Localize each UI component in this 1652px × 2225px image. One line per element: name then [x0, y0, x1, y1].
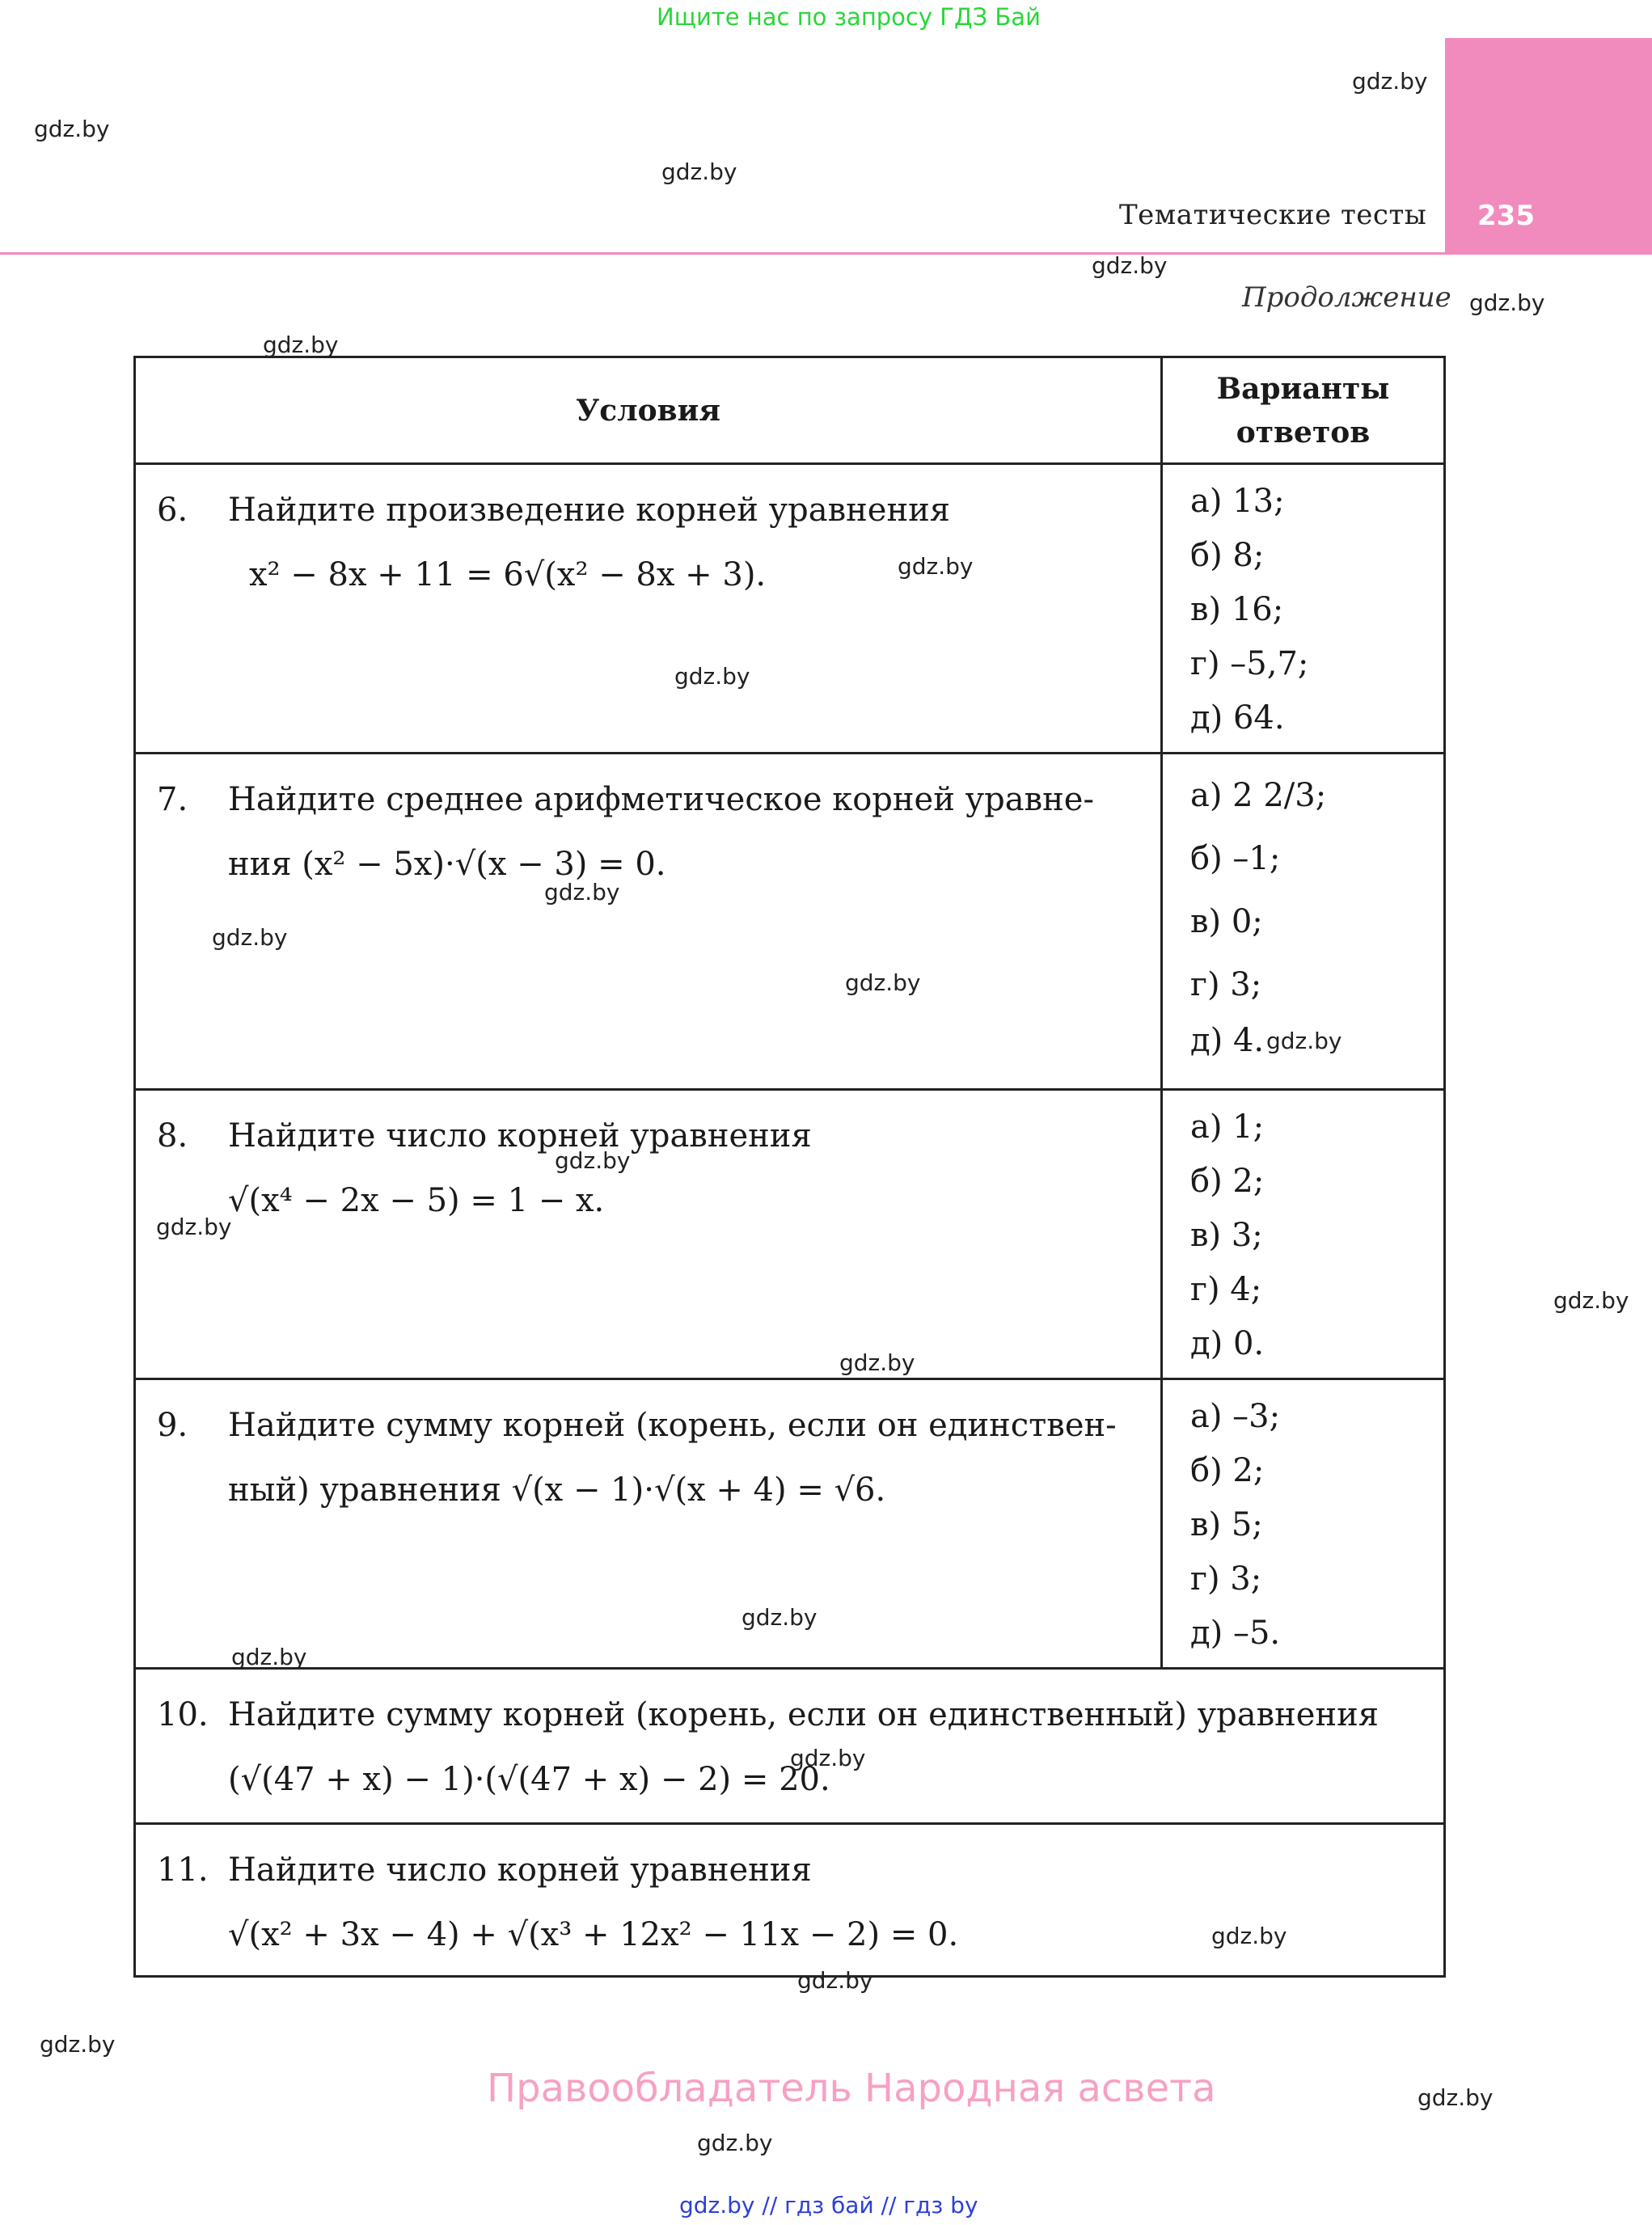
answers-cell: [1162, 464, 1445, 754]
watermark: gdz.by: [674, 663, 750, 690]
answer-option: в) 5;: [1190, 1506, 1263, 1543]
watermark: gdz.by: [231, 1644, 307, 1670]
header-answers: Варианты ответов: [1162, 357, 1445, 464]
answer-option: в) 16;: [1190, 591, 1284, 628]
answer-option: в) 0;: [1190, 903, 1263, 940]
table-row: [135, 1824, 1445, 1977]
header-conditions: Условия: [135, 357, 1162, 464]
watermark: gdz.by: [1092, 252, 1168, 279]
answer-option: а) 1;: [1190, 1108, 1265, 1146]
copyright-owner: Правообладатель Народная асвета: [487, 2066, 1216, 2111]
watermark: gdz.by: [555, 1147, 631, 1174]
table-row: [135, 1090, 1445, 1379]
watermark: gdz.by: [1553, 1287, 1629, 1314]
watermark: gdz.by: [839, 1349, 915, 1376]
watermark: gdz.by: [790, 1745, 866, 1771]
task-formula: (√(47 + x) − 1)·(√(47 + x) − 2) = 20.: [228, 1761, 830, 1798]
answers-cell: [1162, 1090, 1445, 1379]
watermark: gdz.by: [697, 2130, 773, 2156]
task-number: 8.: [157, 1117, 188, 1155]
watermark: gdz.by: [156, 1214, 232, 1240]
condition-cell: [135, 754, 1162, 1090]
running-head: Тематические тесты: [1119, 199, 1427, 231]
top-banner[interactable]: Ищите нас по запросу ГДЗ Бай: [657, 3, 1041, 31]
task-formula: √(x⁴ − 2x − 5) = 1 − x.: [228, 1182, 605, 1219]
watermark: gdz.by: [1469, 289, 1545, 316]
task-formula: x² − 8x + 11 = 6√(x² − 8x + 3).: [249, 556, 767, 593]
answer-option: г) 3;: [1190, 966, 1262, 1003]
task-text: Найдите среднее арифметическое корней уравне-: [228, 781, 1094, 818]
task-text: Найдите сумму корней (корень, если он единственный) уравнения: [228, 1696, 1379, 1733]
condition-cell: [135, 1379, 1162, 1669]
answer-option: г) –5,7;: [1190, 645, 1309, 682]
answers-cell: [1162, 1379, 1445, 1669]
answer-option: б) 8;: [1190, 537, 1265, 574]
watermark: gdz.by: [544, 879, 620, 906]
test-table: [133, 356, 1446, 1978]
task-number: 6.: [157, 492, 188, 529]
answer-option: г) 3;: [1190, 1560, 1262, 1598]
watermark: gdz.by: [263, 331, 339, 358]
answer-option: а) 13;: [1190, 483, 1285, 520]
watermark: gdz.by: [797, 1967, 873, 1994]
watermark: gdz.by: [741, 1604, 818, 1631]
answer-option: б) 2;: [1190, 1163, 1265, 1200]
watermark: gdz.by: [661, 158, 737, 185]
answer-option: г) 4;: [1190, 1271, 1262, 1308]
watermark: gdz.by: [1352, 68, 1428, 95]
answer-option: д) 64.: [1190, 699, 1285, 737]
answer-option: в) 3;: [1190, 1217, 1263, 1254]
answer-option: д) –5.: [1190, 1615, 1281, 1652]
task-text: Найдите число корней уравнения: [228, 1117, 812, 1155]
watermark: gdz.by: [1266, 1028, 1342, 1054]
task-number: 7.: [157, 781, 188, 818]
task-text: Найдите сумму корней (корень, если он единствен-: [228, 1407, 1117, 1444]
task-formula: √(x² + 3x − 4) + √(x³ + 12x² − 11x − 2) = 0.: [228, 1916, 959, 1953]
condition-cell: [135, 464, 1162, 754]
bottom-links[interactable]: gdz.by // гдз бай // гдз by: [679, 2192, 978, 2219]
answer-option: д) 0.: [1190, 1325, 1265, 1362]
task-number: 10.: [157, 1696, 209, 1733]
watermark: gdz.by: [34, 116, 110, 142]
page-number-tab: [1445, 38, 1652, 255]
answer-option: а) –3;: [1190, 1398, 1281, 1435]
answer-option: д) 4.: [1190, 1022, 1265, 1059]
task-text-continued: ния (x² − 5x)·√(x − 3) = 0.: [228, 846, 666, 883]
header-rule: [0, 252, 1445, 255]
page-number: 235: [1477, 200, 1535, 232]
watermark: gdz.by: [845, 969, 921, 996]
watermark: gdz.by: [1211, 1923, 1287, 1949]
table-row: [135, 464, 1445, 754]
answer-option: а) 2 2/3;: [1190, 777, 1327, 814]
answer-option: б) 2;: [1190, 1452, 1265, 1489]
condition-cell: [135, 1090, 1162, 1379]
task-number: 11.: [157, 1851, 209, 1889]
table-row: [135, 754, 1445, 1090]
task-text-continued: ный) уравнения √(x − 1)·√(x + 4) = √6.: [228, 1471, 886, 1509]
watermark: gdz.by: [1418, 2084, 1494, 2111]
task-text: Найдите число корней уравнения: [228, 1851, 812, 1889]
condition-cell: [135, 1824, 1445, 1977]
task-number: 9.: [157, 1407, 188, 1444]
continuation-label: Продолжение: [1242, 281, 1451, 314]
watermark: gdz.by: [898, 553, 974, 580]
watermark: gdz.by: [212, 924, 288, 951]
watermark: gdz.by: [40, 2031, 116, 2058]
task-text: Найдите произведение корней уравнения: [228, 492, 951, 529]
answer-option: б) –1;: [1190, 840, 1281, 877]
